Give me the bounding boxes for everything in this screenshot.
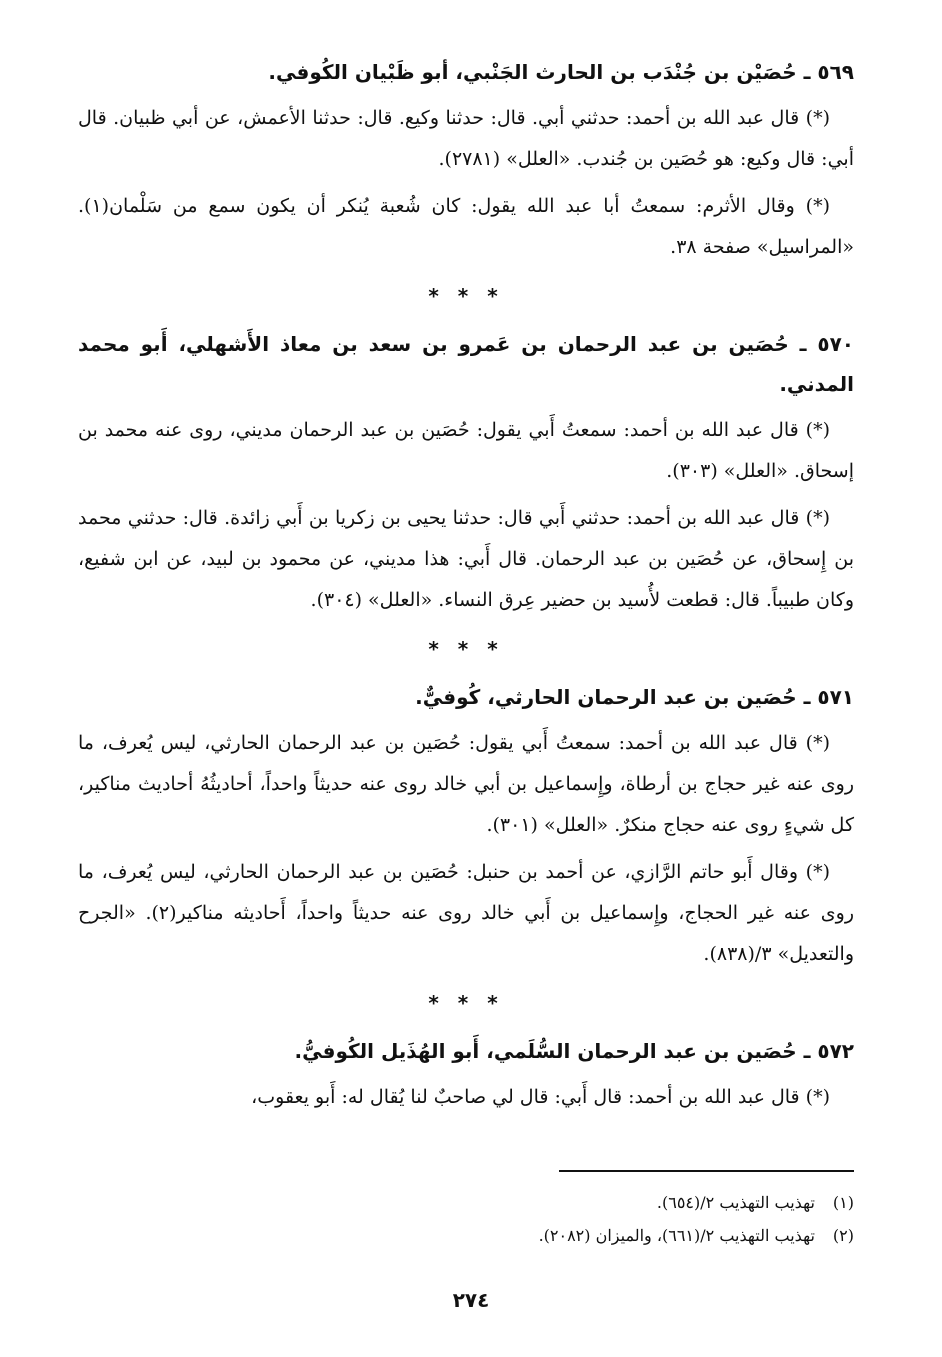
entry-paragraph: (*) قال عبد الله بن أحمد: سمعتُ أَبي يقول: حُصَين بن عبد الرحمان الحارثي، ليس يُعرف، ما روى عنه غير حجاج بن أرطاة، وإِسماعيل بن أبي خالد روى عنه حديثاً واحداً، أحاديثُهُ أحاديث مناكير، كل شيءٍ روى عنه حجاج منكرٌ. «العلل» (٣٠١). <box>78 732 854 836</box>
section-separator: * * * <box>428 284 504 308</box>
section-separator: * * * <box>428 637 504 661</box>
footnote-rule <box>559 1170 854 1172</box>
section-separator: * * * <box>428 991 504 1015</box>
entry-paragraph: (*) وقال الأثرم: سمعتُ أبا عبد الله يقول: كان شُعبة يُنكر أن يكون سمع من سَلْمان(١). «المراسيل» صفحة ٣٨. <box>78 195 854 258</box>
entry-paragraph: (*) قال عبد الله بن أحمد: سمعتُ أَبي يقول: حُصَين بن عبد الرحمان مديني، روى عنه محمد بن إسحاق. «العلل» (٣٠٣). <box>78 419 854 482</box>
footnotes <box>78 1170 854 1252</box>
entry-paragraph: (*) قال عبد الله بن أحمد: حدثني أبي. قال: حدثنا وكيع. قال: حدثنا الأعمش، عن أبي ظبيان. قال أبي: قال وكيع: هو حُصَين بن جُندب. «العلل» (٢٧٨١). <box>78 107 854 170</box>
entry-title: ٥٧٠ ـ حُصَين بن عبد الرحمان بن عَمرو بن سعد بن معاذ الأَشهلي، أَبو محمد المدني. <box>78 332 854 396</box>
footnote-text: تهذيب التهذيب ٢/(٦٦١)، والميزان (٢٠٨٢). <box>538 1226 815 1245</box>
page-body <box>78 52 854 1124</box>
entry-title: ٥٧١ ـ حُصَين بن عبد الرحمان الحارثي، كُوفيٌّ. <box>415 685 854 709</box>
footnote <box>78 1186 854 1219</box>
entry-title: ٥٦٩ ـ حُصَيْن بن جُنْدَب بن الحارث الجَنْبي، أبو ظَبْيان الكُوفي. <box>268 60 854 84</box>
footnote-number: (١) <box>832 1193 854 1212</box>
entry-paragraph: (*) وقال أَبو حاتم الرَّازي، عن أحمد بن حنبل: حُصَين بن عبد الرحمان الحارثي، ليس يُعرف، ما روى عنه غير الحجاج، وإِسماعيل بن أَبي خالد روى عنه حديثاً واحداً، أَحاديثه مناكير(٢). «الجرح والتعديل» ٣/(٨٣٨). <box>78 861 854 965</box>
footnote-text: تهذيب التهذيب ٢/(٦٥٤). <box>656 1193 815 1212</box>
page-number: ٢٧٤ <box>452 1288 490 1312</box>
entry-title: ٥٧٢ ـ حُصَين بن عبد الرحمان السُّلَمي، أَبو الهُذَيل الكُوفيُّ. <box>294 1039 854 1063</box>
footnote-number: (٢) <box>832 1226 854 1245</box>
entry-paragraph: (*) قال عبد الله بن أحمد: قال أَبي: قال لي صاحبٌ لنا يُقال له: أَبو يعقوب، <box>251 1086 830 1108</box>
footnote <box>78 1219 854 1252</box>
entry-paragraph: (*) قال عبد الله بن أحمد: حدثني أَبي قال: حدثنا يحيى بن زكريا بن أَبي زائدة. قال: حدثني محمد بن إِسحاق، عن حُصَين بن عبد الرحمان. قال أَبي: هذا مديني، عن محمود بن لبيد، عن ابن شفيع، وكان طبيباً. قال: قطعت لأُسيد بن حضير عِرق النساء. «العلل» (٣٠٤). <box>78 507 854 611</box>
